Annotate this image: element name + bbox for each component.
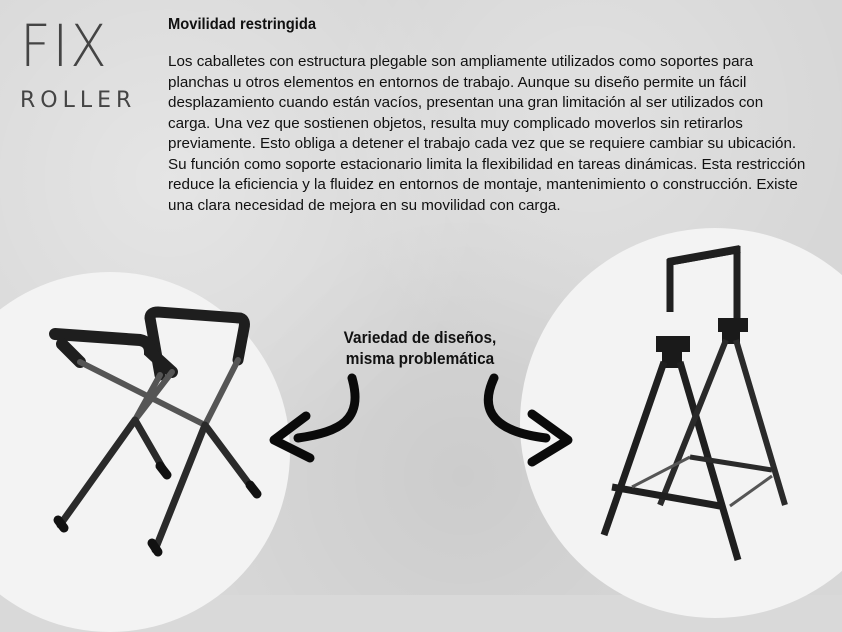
- folding-sawhorse-x-illustration: [55, 312, 257, 552]
- logo-wordmark-bottom: ROLLER: [20, 88, 137, 113]
- caption-line-1: Variedad de diseños,: [343, 329, 497, 347]
- curved-arrow-right-icon: [488, 378, 568, 462]
- section-body: Los caballetes con estructura plegable son ampliamente utilizados como soportes para planchas u otros elementos en entornos de trabajo. Aunque su diseño permite un fácil desplazamiento cuando están vacíos, presentan una gran limitación al ser utilizados con carga. Una vez que sostienen objetos, resulta muy complicado moverlos sin retirarlos previamente. Esto obliga a detener el trabajo cada vez que se requiere cambiar su ubicación. Su función como soporte estacionario limita la flexibilidad en tareas dinámicas. Esta restricción reduce la eficiencia y la fluidez en entornos de montaje, mantenimiento o construcción. Existe una clara necesidad de mejora en su movilidad con carga.: [168, 53, 806, 214]
- section-title: Movilidad restringida: [168, 16, 317, 33]
- caption-line-2: misma problemática: [345, 350, 495, 368]
- a-frame-trestle-illustration: [604, 249, 785, 560]
- logo-wordmark-top: FIX: [20, 12, 109, 80]
- curved-arrow-left-icon: [274, 378, 355, 458]
